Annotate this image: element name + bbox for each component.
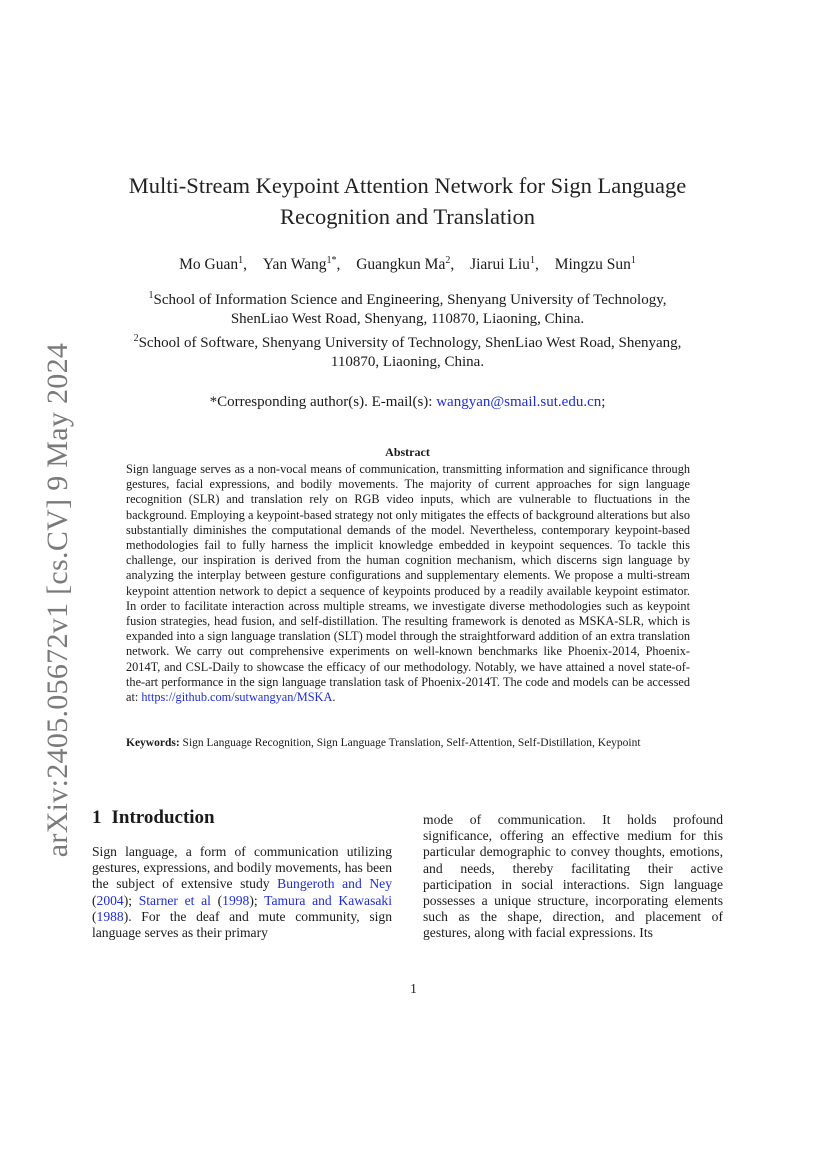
author: Mo Guan$^1$, bbox=[179, 255, 247, 274]
author: Yan Wang$^{1*}$, bbox=[262, 255, 341, 274]
code-link[interactable]: https://github.com/sutwangyan/MSKA bbox=[141, 690, 333, 705]
affiliation-2-cont: 110870, Liaoning, China. bbox=[330, 354, 485, 370]
section-title: Introduction bbox=[111, 807, 215, 828]
arxiv-stamp: arXiv:2405.05672v1 [cs.CV] 9 May 2024 bbox=[41, 342, 74, 858]
affiliations bbox=[100, 286, 715, 372]
intro-right-column: mode of communication. It holds profound significance, offering an effective medium for this particular demographic to convey thoughts, emotions, and needs, thereby facilitating their active participation in social interactions. Sign language possesses a unique structure, incorporating elements such as the shape, direction, and placement of gestures, along with facial expressions. Its bbox=[423, 812, 723, 941]
page-number: 1 bbox=[410, 981, 417, 996]
affiliation-1-cont: ShenLiao West Road, Shenyang, 110870, Liaoning, China. bbox=[230, 311, 585, 327]
author: Jiarui Liu$^1$, bbox=[470, 255, 539, 274]
abstract-heading: Abstract bbox=[385, 445, 430, 459]
corresponding-author: *Corresponding author(s). E-mail(s): wangyan@smail.sut.edu.cn; bbox=[209, 394, 606, 410]
abstract-body: Sign language serves as a non-vocal means of communication, transmitting information and significance through gestures, facial expressions, and bodily movements. The majority of current approaches for sign language recognition (SLR) and translation rely on RGB video inputs, which are vulnerable to fluctuations in the background. Employing a keypoint-based strategy not only mitigates the effects of background alterations but also substantially diminishes the computational demands of the model. Nevertheless, contemporary keypoint-based methodologies fail to fully harness the implicit knowledge embedded in keypoint sequences. To tackle this challenge, our inspiration is derived from the human cognition mechanism, which discerns sign language by analyzing the interplay between gesture configurations and supplementary elements. We propose a multi-stream keypoint attention network to depict a sequence of keypoints produced by a readily available keypoint estimator. In order to facilitate interaction across multiple streams, we investigate diverse methodologies such as keypoint fusion strategies, head fusion, and self-distillation. The resulting framework is denoted as MSKA-SLR, which is expanded into a sign language translation (SLT) model through the straightforward addition of an extra translation network. We carry out comprehensive experiments on well-known benchmarks like Phoenix-2014, Phoenix-2014T, and CSL-Daily to showcase the efficacy of our methodology. Notably, we have attained a novel state-of-the-art performance in the sign language translation task of Phoenix-2014T. The code and models can be accessed at: https://github.com/sutwangyan/MSKA. bbox=[126, 462, 690, 705]
citation-year-link[interactable]: 2004 bbox=[96, 892, 124, 908]
citation-year-link[interactable]: 1988 bbox=[96, 908, 124, 924]
paper-title bbox=[100, 170, 715, 232]
author-list bbox=[100, 255, 715, 274]
keywords: Keywords: Sign Language Recognition, Sign Language Translation, Self-Attention, Self-Distillation, Keypoint bbox=[126, 737, 641, 749]
intro-left-column: Sign language, a form of communication utilizing gestures, expressions, and bodily movements, has been the subject of extensive study Bungeroth and Ney (2004); Starner et al (1998); Tamura and Kawasaki (1988). For the deaf and mute community, sign language serves as their primary bbox=[92, 844, 392, 941]
section-heading bbox=[92, 807, 215, 829]
section-number: 1 bbox=[92, 807, 102, 828]
affiliation-2: $^2$School of Software, Shenyang University of Technology, ShenLiao West Road, Shenyang, bbox=[133, 333, 682, 351]
keywords-label: Keywords: bbox=[126, 737, 180, 749]
citation-year-link[interactable]: 1998 bbox=[222, 892, 250, 908]
author: Guangkun Ma$^2$, bbox=[356, 255, 455, 274]
title-line-2: Recognition and Translation bbox=[280, 204, 535, 229]
citation-link[interactable]: Bungeroth and Ney bbox=[277, 876, 392, 892]
title-line-1: Multi-Stream Keypoint Attention Network for Sign Language bbox=[128, 173, 687, 198]
email-link[interactable]: wangyan@smail.sut.edu.cn bbox=[436, 394, 602, 410]
affiliation-1: $^1$School of Information Science and Engineering, Shenyang University of Technology, bbox=[148, 290, 667, 308]
citation-link[interactable]: Starner et al bbox=[138, 892, 211, 908]
citation-link[interactable]: Tamura and Kawasaki bbox=[264, 892, 392, 908]
author: Mingzu Sun$^1$ bbox=[554, 255, 636, 274]
